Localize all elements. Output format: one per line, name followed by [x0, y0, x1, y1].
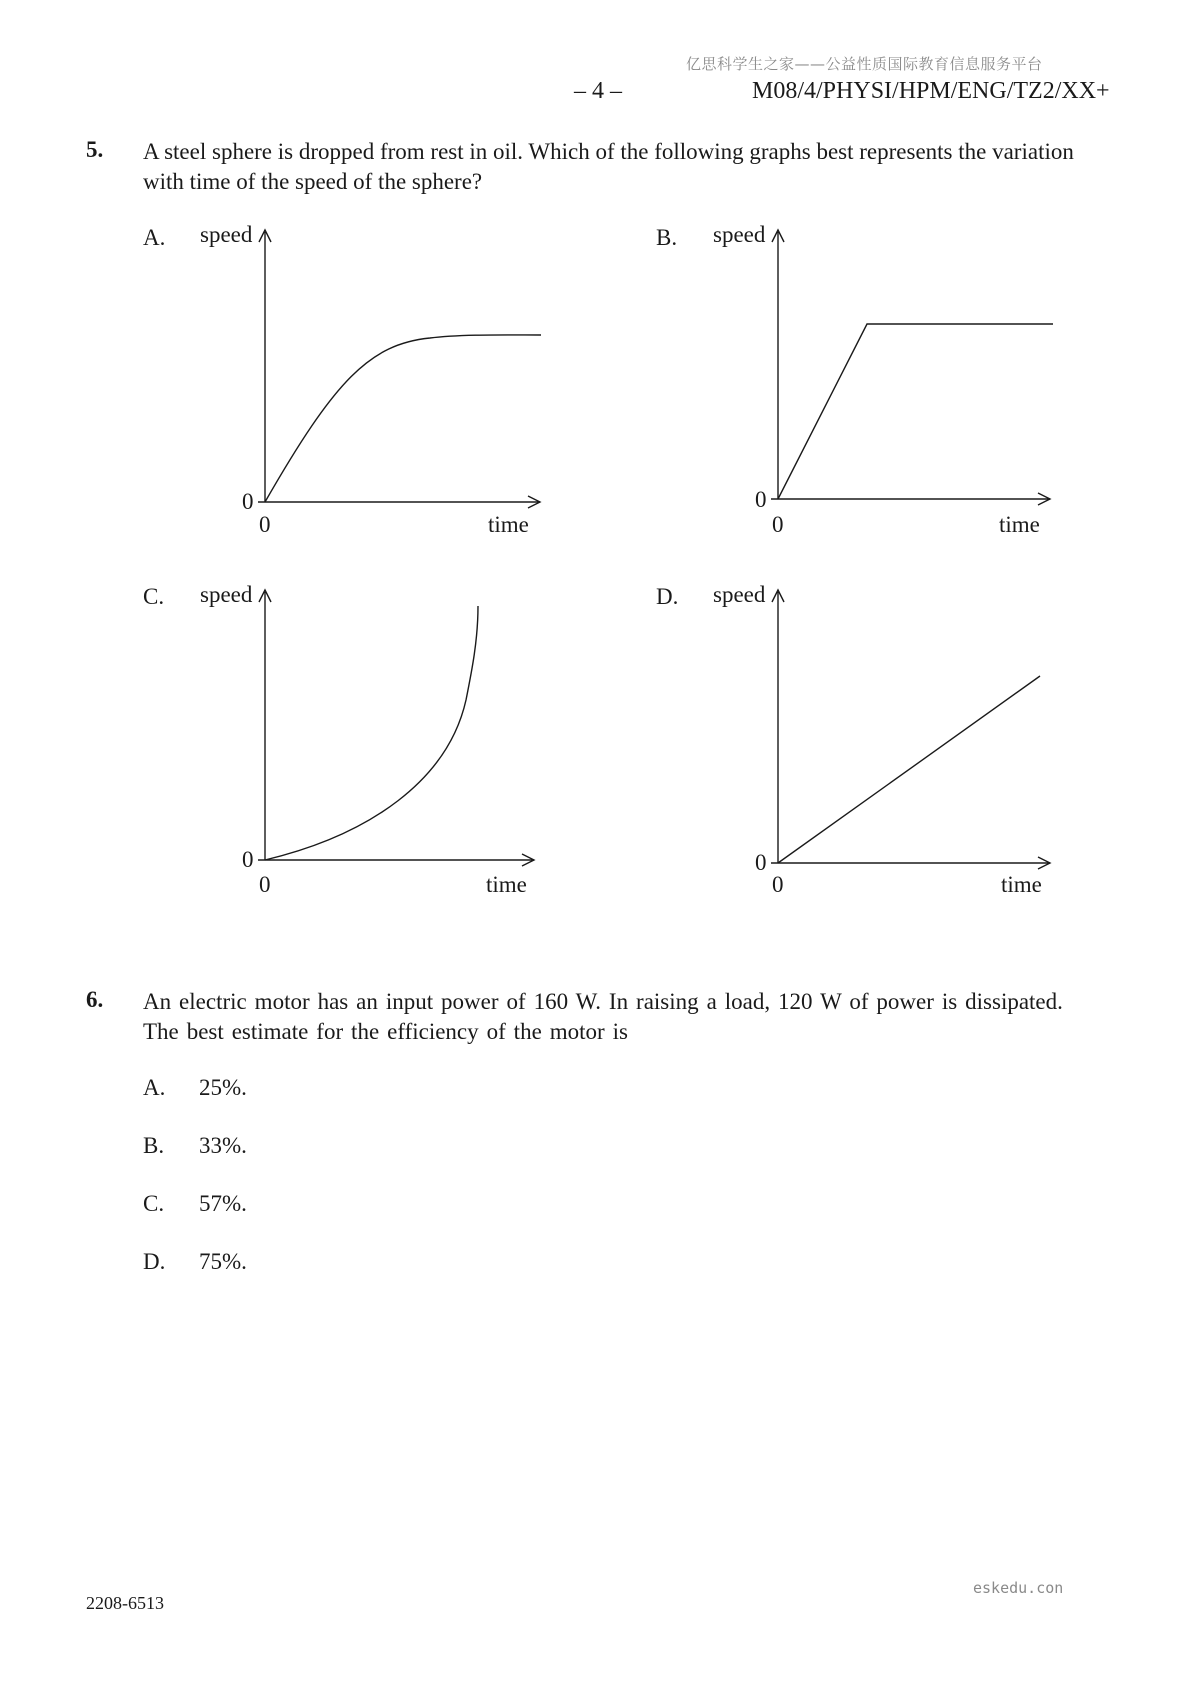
question-5-line-2: with time of the speed of the sphere? [143, 169, 483, 194]
graph-c-letter: C. [143, 584, 165, 609]
option-b-text: 33%. [199, 1133, 247, 1158]
graph-c-origin-x: 0 [259, 872, 271, 897]
graph-a-curve [265, 335, 541, 502]
graph-b [703, 220, 1063, 540]
footer-watermark: eskedu.con [973, 1579, 1064, 1597]
graph-d-y-label: speed [713, 582, 766, 607]
graph-a [190, 220, 550, 540]
graph-c-origin-y: 0 [242, 847, 254, 872]
graph-b-curve [778, 324, 1053, 499]
graph-d-x-label: time [1001, 872, 1042, 897]
graph-a-origin-x: 0 [259, 512, 271, 537]
option-c-text: 57%. [199, 1191, 247, 1216]
question-6-text [143, 987, 1063, 1047]
question-6-line-2: The best estimate for the efficiency of the motor is [143, 1019, 628, 1044]
option-d-text: 75%. [199, 1249, 247, 1274]
option-c-letter: C. [143, 1191, 165, 1216]
graph-d [703, 580, 1063, 900]
graph-c-x-label: time [486, 872, 527, 897]
graph-d-curve [778, 676, 1040, 863]
footer-code: 2208-6513 [86, 1593, 164, 1613]
graph-d-origin-x: 0 [772, 872, 784, 897]
graph-a-letter: A. [143, 225, 166, 250]
graph-a-y-label: speed [200, 222, 253, 247]
question-5-line-1: A steel sphere is dropped from rest in oil. Which of the following graphs best represents the variation [143, 139, 1074, 164]
graph-b-x-label: time [999, 512, 1040, 537]
page-number: – 4 – [574, 78, 622, 104]
graph-b-origin-x: 0 [772, 512, 784, 537]
question-6-number: 6. [86, 987, 104, 1012]
question-5-text [143, 137, 1074, 197]
graph-c-curve [265, 606, 478, 860]
graph-a-x-label: time [488, 512, 529, 537]
graph-d-origin-y: 0 [755, 850, 767, 875]
option-a-text: 25%. [199, 1075, 247, 1100]
paper-code: M08/4/PHYSI/HPM/ENG/TZ2/XX+ [752, 78, 1110, 104]
graph-c-y-label: speed [200, 582, 253, 607]
graph-b-letter: B. [656, 225, 678, 250]
graph-b-y-label: speed [713, 222, 766, 247]
graph-d-letter: D. [656, 584, 679, 609]
graph-b-origin-y: 0 [755, 487, 767, 512]
question-5-number: 5. [86, 137, 104, 162]
question-6-line-1: An electric motor has an input power of 160 W. In raising a load, 120 W of power is dissipated. [143, 989, 1063, 1014]
option-a-letter: A. [143, 1075, 166, 1100]
graph-a-origin-y: 0 [242, 489, 254, 514]
option-b-letter: B. [143, 1133, 165, 1158]
header-watermark: 亿思科学生之家——公益性质国际教育信息服务平台 [686, 55, 1043, 73]
graph-c [190, 580, 550, 900]
option-d-letter: D. [143, 1249, 166, 1274]
